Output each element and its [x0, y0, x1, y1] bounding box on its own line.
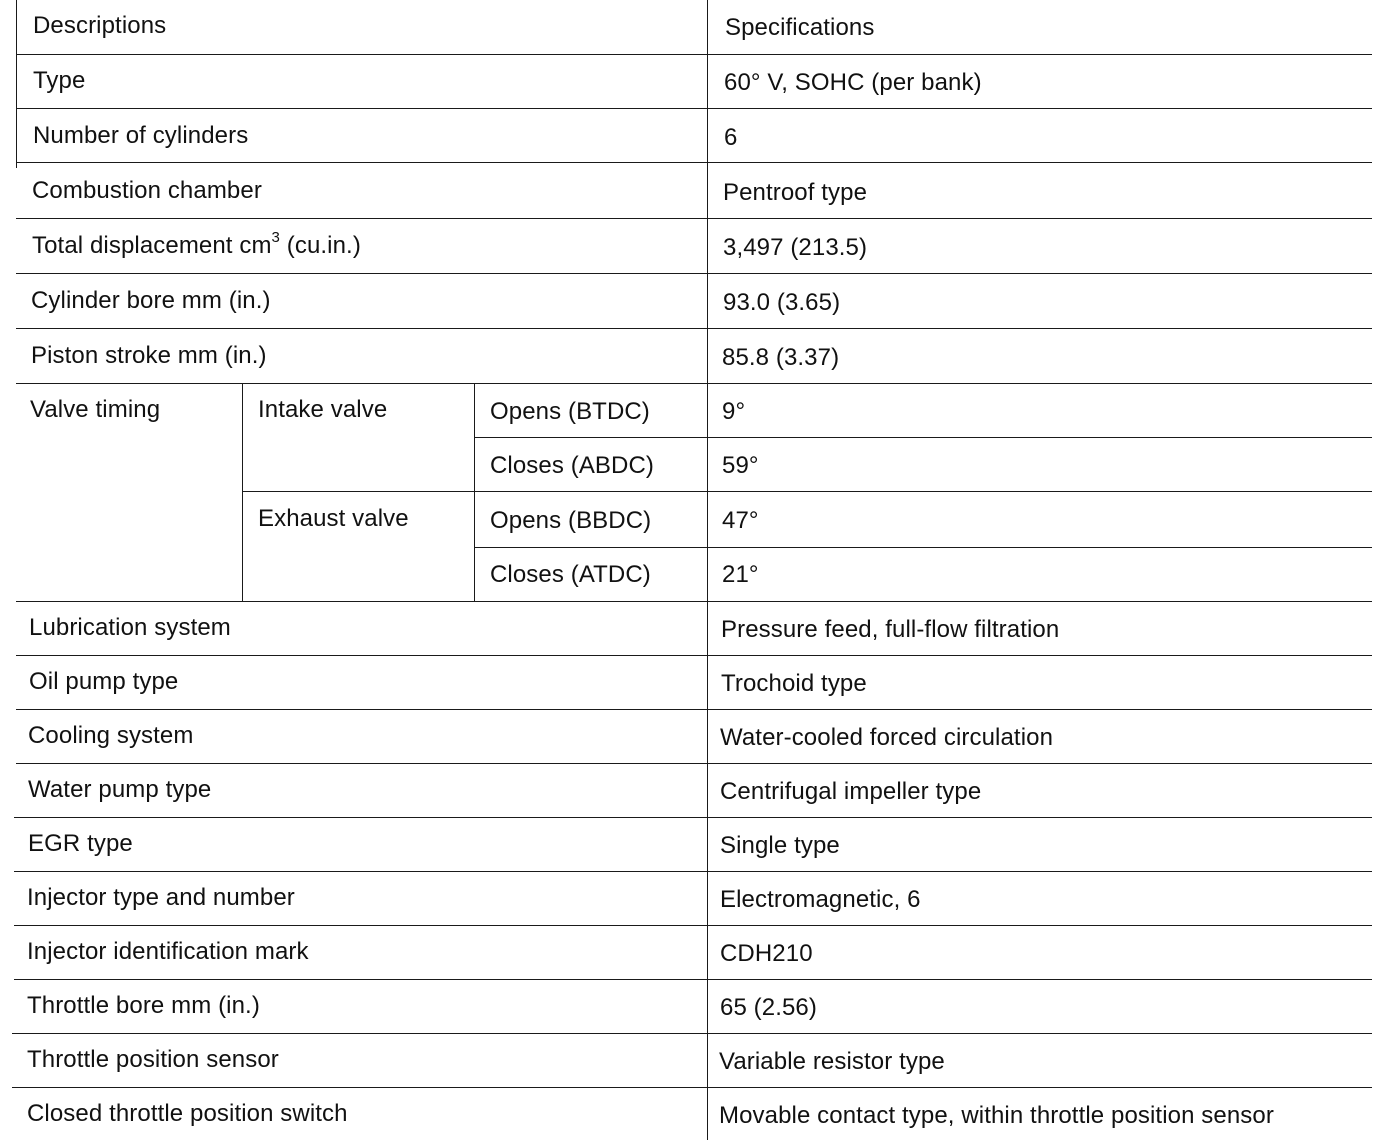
row-divider — [16, 383, 1372, 384]
row-label-stroke: Piston stroke mm (in.) — [31, 342, 267, 369]
intake-valve-label: Intake valve — [258, 396, 388, 423]
row-label-cylinders: Number of cylinders — [33, 122, 249, 149]
row-value-bore: 93.0 (3.65) — [723, 289, 841, 316]
row-value-combustion-chamber: Pentroof type — [723, 179, 868, 206]
row-divider — [16, 162, 1372, 163]
row-value-lubrication: Pressure feed, full-flow filtration — [721, 616, 1060, 643]
row-label-displacement — [32, 229, 361, 260]
row-value-closed-throttle-switch: Movable contact type, within throttle position sensor — [719, 1102, 1274, 1129]
row-divider — [14, 871, 1372, 872]
cubic-superscript: 3 — [271, 229, 280, 246]
row-value-stroke: 85.8 (3.37) — [722, 344, 840, 371]
exhaust-valve-label: Exhaust valve — [258, 505, 409, 532]
row-divider — [474, 547, 1372, 548]
row-divider — [16, 328, 1372, 329]
exhaust-opens-value: 47° — [722, 507, 759, 534]
row-value-displacement: 3,497 (213.5) — [723, 234, 868, 261]
intake-opens-value: 9° — [722, 398, 746, 425]
column-divider — [707, 0, 708, 1140]
row-label-throttle-bore: Throttle bore mm (in.) — [27, 992, 260, 1019]
row-label-combustion-chamber: Combustion chamber — [32, 177, 262, 204]
row-label-throttle-sensor: Throttle position sensor — [27, 1046, 279, 1073]
row-divider — [14, 925, 1372, 926]
valve-timing-label: Valve timing — [30, 396, 161, 423]
row-divider — [12, 1087, 1372, 1088]
row-divider — [16, 218, 1372, 219]
row-value-injector-mark: CDH210 — [720, 940, 813, 967]
header-specifications: Specifications — [725, 14, 875, 41]
displacement-label-text: Total displacement cm — [32, 232, 272, 259]
row-label-lubrication: Lubrication system — [29, 614, 231, 641]
row-label-oil-pump: Oil pump type — [29, 668, 179, 695]
row-divider — [16, 763, 1372, 764]
exhaust-closes-value: 21° — [722, 561, 759, 588]
exhaust-closes-label: Closes (ATDC) — [490, 561, 651, 588]
intake-closes-label: Closes (ABDC) — [490, 452, 654, 479]
row-value-throttle-bore: 65 (2.56) — [720, 994, 817, 1021]
column-divider — [242, 383, 243, 601]
row-value-injector-type: Electromagnetic, 6 — [720, 886, 921, 913]
row-divider — [16, 601, 1372, 602]
row-label-injector-mark: Injector identification mark — [27, 938, 309, 965]
row-divider — [242, 491, 1372, 492]
row-value-type: 60° V, SOHC (per bank) — [724, 69, 982, 96]
displacement-unit-text: (cu.in.) — [280, 232, 361, 259]
row-value-oil-pump: Trochoid type — [721, 670, 867, 697]
row-divider — [14, 817, 1372, 818]
row-value-cooling: Water-cooled forced circulation — [720, 724, 1054, 751]
row-label-injector-type: Injector type and number — [27, 884, 295, 911]
intake-closes-value: 59° — [722, 452, 759, 479]
row-divider — [16, 273, 1372, 274]
row-value-egr: Single type — [720, 832, 840, 859]
row-divider — [16, 709, 1372, 710]
left-border — [16, 0, 17, 168]
row-value-cylinders: 6 — [724, 124, 738, 151]
row-divider — [16, 655, 1372, 656]
row-divider — [16, 54, 1372, 55]
header-descriptions: Descriptions — [33, 12, 167, 39]
intake-opens-label: Opens (BTDC) — [490, 398, 650, 425]
row-label-egr: EGR type — [28, 830, 133, 857]
row-divider — [12, 1033, 1372, 1034]
row-label-closed-throttle-switch: Closed throttle position switch — [27, 1100, 348, 1127]
column-divider — [474, 383, 475, 601]
row-label-water-pump: Water pump type — [28, 776, 212, 803]
row-divider — [16, 108, 1372, 109]
row-label-type: Type — [33, 67, 86, 94]
row-divider — [14, 979, 1372, 980]
row-divider — [474, 437, 1372, 438]
row-label-bore: Cylinder bore mm (in.) — [31, 287, 271, 314]
row-value-water-pump: Centrifugal impeller type — [720, 778, 982, 805]
row-value-throttle-sensor: Variable resistor type — [719, 1048, 945, 1075]
row-label-cooling: Cooling system — [28, 722, 194, 749]
exhaust-opens-label: Opens (BBDC) — [490, 507, 652, 534]
